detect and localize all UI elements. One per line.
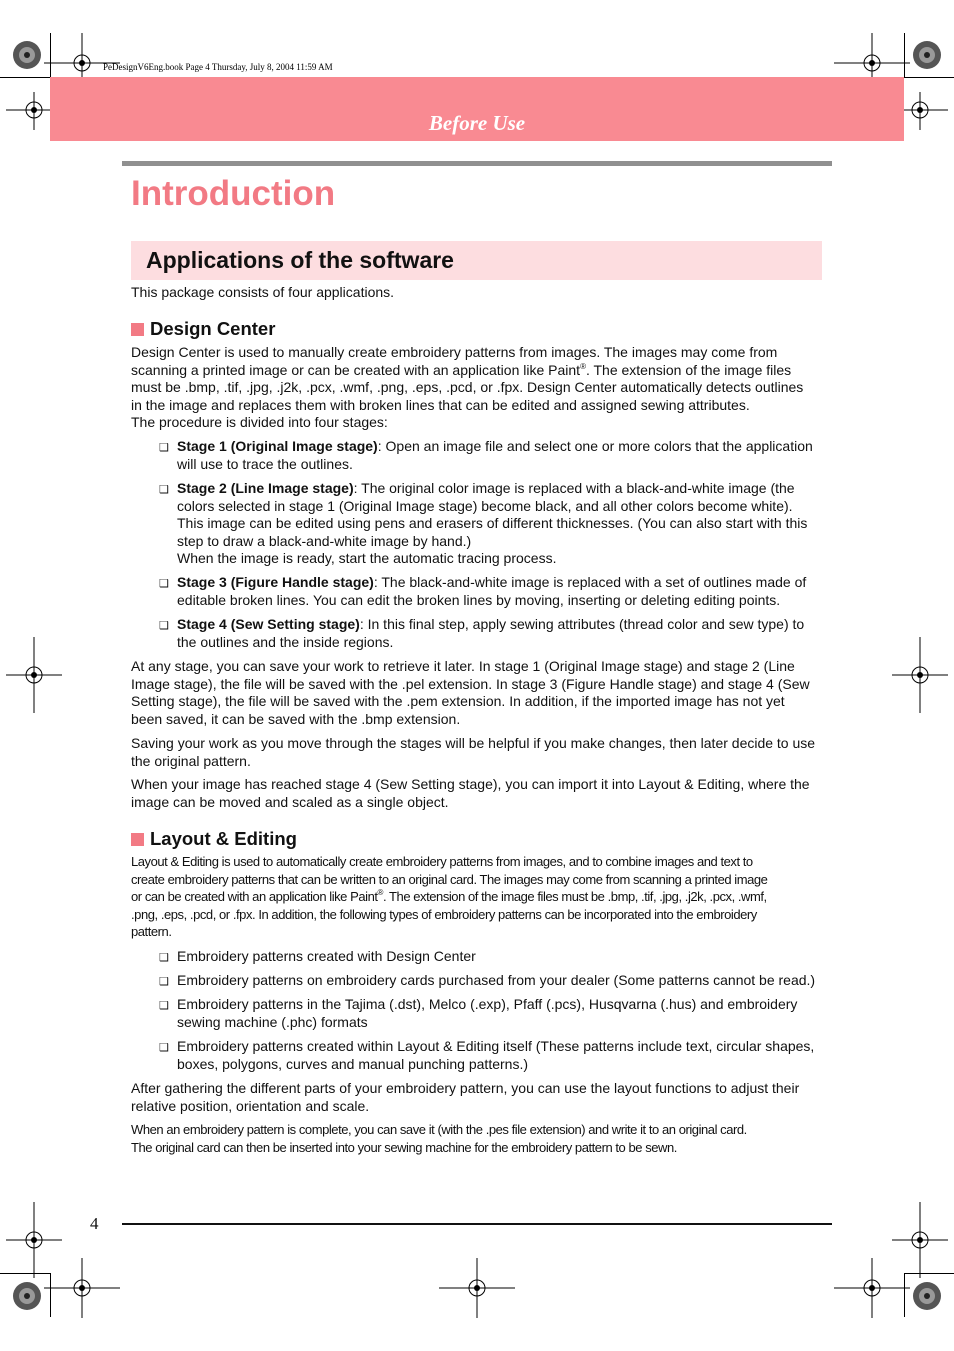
layout-editing-heading: Layout & Editing	[131, 828, 297, 850]
bottom-rule	[122, 1223, 832, 1225]
checkbox-icon: ❑	[159, 952, 169, 964]
page-number: 4	[90, 1214, 99, 1233]
list-item: Stage 4 (Sew Setting stage): In this final step, apply sewing attributes (thread color and sew type) to the outlines and the inside regions.	[177, 616, 805, 650]
design-center-paragraph-2: At any stage, you can save your work to retrieve it later. In stage 1 (Original Image stage) and stage 2 (Line Image stage), the file will be saved with the .pel extension. In stage 3 (Figure Handle stage) and stage 4 (Sew Setting stage), the file will be saved with the .pem extension. In addition, if the imported image has not yet been saved, it can be saved with the .bmp extension.	[131, 658, 810, 727]
checkbox-icon: ❑	[159, 1000, 169, 1012]
design-center-paragraph-4: When your image has reached stage 4 (Sew Setting stage), you can import it into Layout & Editing, where the image can be moved and scaled as a single object.	[131, 776, 810, 810]
checkbox-icon: ❑	[159, 442, 169, 454]
section-title: Applications of the software	[146, 247, 454, 273]
list-item: Stage 3 (Figure Handle stage): The black-and-white image is replaced with a set of outlines made of editable broken lines. You can edit the broken lines by moving, inserting or deleting editing points.	[177, 574, 807, 608]
list-item: Stage 2 (Line Image stage): The original color image is replaced with a black-and-white image (the colors selected in stage 1 (Original Image stage) become black, and all other colors become white). This image can be edited using pens and erasers of different thicknesses. (You can also start with this step to draw a black-and-white image by hand.) When the image is ready, start the automatic tracing process.	[177, 480, 808, 567]
layout-editing-paragraph-2: After gathering the different parts of your embroidery pattern, you can use the layout functions to adjust their relative position, orientation and scale.	[131, 1080, 800, 1114]
checkbox-icon: ❑	[159, 484, 169, 496]
square-bullet-icon	[131, 833, 144, 846]
list-item: Embroidery patterns in the Tajima (.dst), Melco (.exp), Pfaff (.pcs), Husqvarna (.hus) and embroidery sewing machine (.phc) formats	[177, 996, 798, 1030]
list-item: Embroidery patterns created within Layout & Editing itself (These patterns include text, circular shapes, boxes, polygons, curves and manual punching patterns.)	[177, 1038, 815, 1072]
layout-editing-paragraph-1: Layout & Editing is used to automatically create embroidery patterns from images, and to combine images and text to create embroidery patterns that can be written to an original card. The images may come from scanning a printed image or can be created with an application like Paint®. The extension of the image files must be .bmp, .tif, .jpg, .j2k, .pcx, .wmf, .png, .eps, .pcd, or .fpx. In addition, the following types of embroidery patterns can be incorporated into the embroidery pattern.	[131, 854, 768, 940]
layout-editing-paragraph-3: When an embroidery pattern is complete, you can save it (with the .pes file extension) and write it to an original card. The original card can then be inserted into your sewing machine for the embroidery pattern to be sewn.	[131, 1122, 747, 1155]
intro-text: This package consists of four applications.	[131, 284, 395, 300]
checkbox-icon: ❑	[159, 1042, 169, 1054]
checkbox-icon: ❑	[159, 620, 169, 632]
header-title: Before Use	[428, 111, 526, 135]
design-center-paragraph-3: Saving your work as you move through the stages will be helpful if you make changes, then later decide to use the original pattern.	[131, 735, 816, 769]
checkbox-icon: ❑	[159, 578, 169, 590]
list-item: Stage 1 (Original Image stage): Open an image file and select one or more colors that the application will use to trace the outlines.	[177, 438, 813, 472]
checkbox-icon: ❑	[159, 976, 169, 988]
top-rule	[122, 161, 832, 166]
list-item: Embroidery patterns on embroidery cards purchased from your dealer (Some patterns cannot be read.)	[177, 972, 816, 988]
print-info: PeDesignV6Eng.book Page 4 Thursday, July 8, 2004 11:59 AM	[103, 62, 333, 72]
design-center-paragraph-1: Design Center is used to manually create embroidery patterns from images. The images may come from scanning a printed image or can be created with an application like Paint®. The extension of the image files must be .bmp, .tif, .jpg, .j2k, .pcx, .wmf, .png, .eps, .pcd, or .fpx. Design Center automatically detects outlines in the image and replaces them with broken lines that can be edited and assigned sewing attributes. The procedure is divided into four stages:	[131, 344, 804, 431]
list-item: Embroidery patterns created with Design Center	[177, 948, 476, 964]
design-center-heading: Design Center	[131, 318, 275, 340]
square-bullet-icon	[131, 323, 144, 336]
page-title: Introduction	[131, 174, 336, 213]
